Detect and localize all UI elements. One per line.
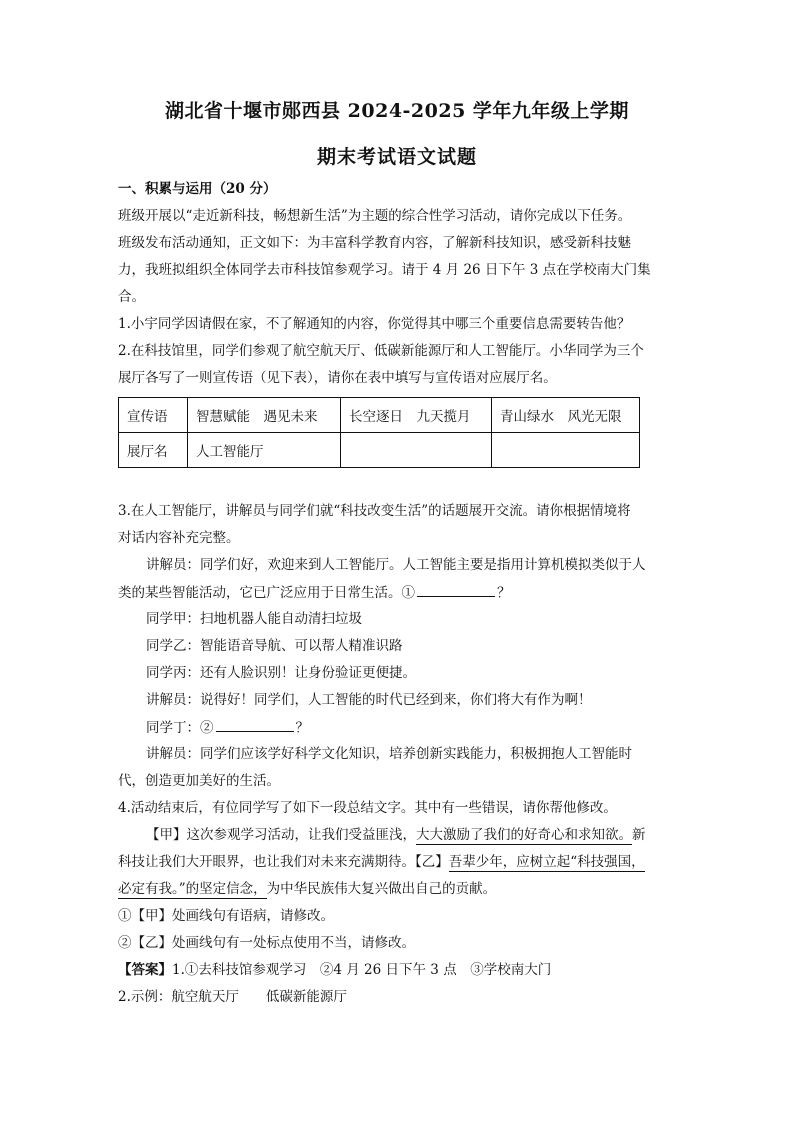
notice-line-3: 合。 xyxy=(118,289,145,305)
question-2-line-2: 展厅各写了一则宣传语（见下表），请你在表中填写与宣传语对应展厅名。 xyxy=(118,370,557,386)
answer-line-1 xyxy=(118,961,678,979)
dialogue-guide-1b xyxy=(118,583,678,602)
table-row xyxy=(119,433,640,468)
answer-blank-1[interactable] xyxy=(417,583,495,597)
underlined-sentence-yi-cont: 必定有我。”的坚定信念， xyxy=(118,881,267,897)
blank-marker: ① xyxy=(401,585,415,601)
underlined-sentence-yi: 吾辈少年，应树立起“科技强国， xyxy=(448,854,645,870)
summary-text: 科技让我们大开眼界，也让我们对未来充满期待。【乙】 xyxy=(118,854,449,870)
hall-name-cell[interactable] xyxy=(492,433,640,468)
question-1: 1.小宇同学因请假在家，不了解通知的内容，你觉得其中哪三个重要信息需要转告他？ xyxy=(118,316,631,332)
hall-slogan-table xyxy=(118,397,640,468)
section-heading: 一、积累与运用（20 分） xyxy=(118,181,277,197)
dialogue-text: 类的某些智能活动，它已广泛应用于日常生活。 xyxy=(118,585,402,601)
table-row-label: 展厅名 xyxy=(119,433,188,468)
table-row xyxy=(119,398,640,433)
blank-end: ？ xyxy=(497,585,511,601)
table-row-label: 宣传语 xyxy=(119,398,188,433)
dialogue-student-a: 同学甲：扫地机器人能自动清扫垃圾 xyxy=(146,611,362,627)
exam-title-line2: 期末考试语文试题 xyxy=(316,146,477,168)
section-intro: 班级开展以“走近新科技，畅想新生活”为主题的综合性学习活动，请你完成以下任务。 xyxy=(118,208,632,224)
notice-line-2: 力，我班拟组织全体同学去市科技馆参观学习。请于 4 月 26 日下午 3 点在学校南大门集 xyxy=(118,262,651,278)
hall-name-cell[interactable] xyxy=(341,433,492,468)
underlined-sentence-jia: 大大激励了我们的好奇心和求知欲。 xyxy=(416,827,632,843)
dialogue-guide-3b: 代，创造更加美好的生活。 xyxy=(118,773,280,789)
dialogue-text: 同学丁：② xyxy=(146,720,214,736)
slogan-cell: 智慧赋能 遇见未来 xyxy=(188,398,341,433)
question-3-line-2: 对话内容补充完整。 xyxy=(118,530,240,546)
summary-text: 为中华民族伟大复兴做出自己的贡献。 xyxy=(266,881,497,897)
answer-line-2: 2.示例：航空航天厅 低碳新能源厅 xyxy=(118,989,347,1005)
summary-text: 【甲】这次参观学习活动，让我们受益匪浅， xyxy=(146,827,416,843)
dialogue-guide-1a: 讲解员：同学们好，欢迎来到人工智能厅。人工智能主要是指用计算机模拟类似于人 xyxy=(146,557,646,573)
dialogue-student-c: 同学丙：还有人脸识别！让身份验证更便捷。 xyxy=(146,665,416,681)
blank-end: ？ xyxy=(295,720,309,736)
hall-name-cell: 人工智能厅 xyxy=(188,433,341,468)
question-4: 4.活动结束后，有位同学写了如下一段总结文字。其中有一些错误，请你帮他修改。 xyxy=(118,800,617,816)
slogan-cell: 青山绿水 风光无限 xyxy=(492,398,640,433)
summary-line-3 xyxy=(118,880,678,898)
question-4-sub-2: ②【乙】处画线句有一处标点使用不当，请修改。 xyxy=(118,935,415,951)
answer-blank-2[interactable] xyxy=(216,718,294,732)
question-4-sub-1: ①【甲】处画线句有语病，请修改。 xyxy=(118,908,334,924)
summary-line-2 xyxy=(118,853,678,871)
answer-text: 1.①去科技馆参观学习 ②4 月 26 日下午 3 点 ③学校南大门 xyxy=(172,962,552,978)
question-3-line-1: 3.在人工智能厅，讲解员与同学们就“科技改变生活”的话题展开交流。请你根据情境将 xyxy=(118,503,631,519)
dialogue-student-b: 同学乙：智能语音导航、可以帮人精准识路 xyxy=(146,638,403,654)
answer-label: 【答案】 xyxy=(118,962,172,978)
dialogue-student-d xyxy=(146,718,678,737)
question-2-line-1: 2.在科技馆里，同学们参观了航空航天厅、低碳新能源厅和人工智能厅。小华同学为三个 xyxy=(118,343,644,359)
exam-title-line1: 湖北省十堰市郧西县 2024-2025 学年九年级上学期 xyxy=(165,100,629,122)
summary-text: 新 xyxy=(632,827,646,843)
dialogue-guide-3a: 讲解员：同学们应该学好科学文化知识，培养创新实践能力，积极拥抱人工智能时 xyxy=(146,746,632,762)
notice-line-1: 班级发布活动通知，正文如下：为丰富科学教育内容，了解新科技知识，感受新科技魅 xyxy=(118,235,631,251)
summary-line-1 xyxy=(146,826,678,844)
dialogue-guide-2: 讲解员：说得好！同学们，人工智能的时代已经到来，你们将大有作为啊！ xyxy=(146,692,592,708)
slogan-cell: 长空逐日 九天揽月 xyxy=(341,398,492,433)
